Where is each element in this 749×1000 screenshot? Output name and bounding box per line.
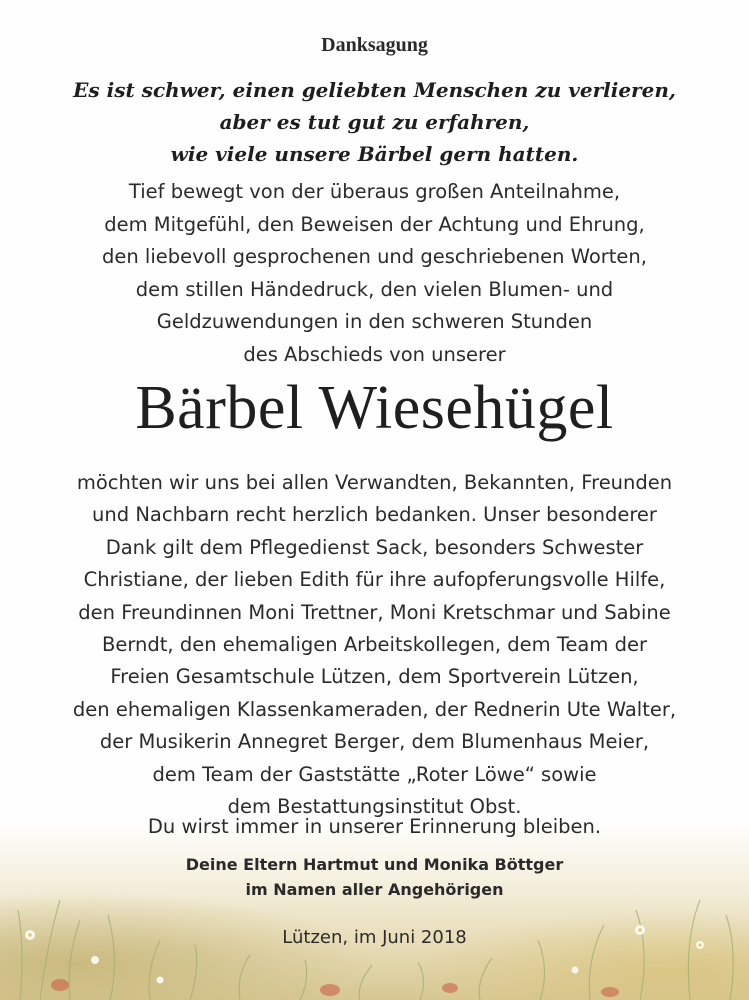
motto-quote	[0, 74, 749, 170]
motto-line: aber es tut gut zu erfahren,	[219, 110, 530, 134]
intro-line: dem stillen Händedruck, den vielen Blumen- und	[135, 277, 614, 301]
signature-line: Deine Eltern Hartmut und Monika Böttger	[185, 855, 564, 874]
thanks-line: und Nachbarn recht herzlich bedanken. Unser besonderer	[92, 503, 657, 527]
thanks-line: Freien Gesamtschule Lützen, dem Sportverein Lützen,	[110, 665, 639, 689]
intro-line: dem Mitgefühl, den Beweisen der Achtung und Ehrung,	[104, 212, 645, 236]
closing-line: Du wirst immer in unserer Erinnerung bleiben.	[147, 815, 602, 838]
thanks-line: den Freundinnen Moni Trettner, Moni Kretschmar und Sabine	[78, 600, 671, 624]
motto-line: Es ist schwer, einen geliebten Menschen zu verlieren,	[73, 78, 676, 102]
intro-line: des Abschieds von unserer	[243, 342, 506, 366]
thanks-line: möchten wir uns bei allen Verwandten, Bekannten, Freunden	[76, 471, 673, 494]
intro-line: den liebevoll gesprochenen und geschriebenen Worten,	[102, 245, 647, 268]
thanks-line: Berndt, den ehemaligen Arbeitskollegen, dem Team der	[102, 633, 647, 657]
intro-line: Geldzuwendungen in den schweren Stunden	[156, 310, 593, 333]
signature	[0, 852, 749, 902]
intro-paragraph	[0, 176, 749, 371]
thanks-line: der Musikerin Annegret Berger, dem Blumenhaus Meier,	[99, 730, 650, 754]
thanks-line: den ehemaligen Klassenkameraden, der Rednerin Ute Walter,	[72, 697, 677, 721]
thanks-line: Christiane, der lieben Edith für ihre aufopferungsvolle Hilfe,	[83, 568, 666, 592]
place-date: Lützen, im Juni 2018	[282, 927, 467, 948]
thanks-paragraph	[0, 467, 749, 823]
meadow-background-image	[0, 820, 749, 1000]
deceased-name: Bärbel Wiesehügel	[135, 374, 614, 442]
thanks-line: Dank gilt dem Pflegedienst Sack, besonders Schwester	[105, 535, 644, 559]
thanks-line: dem Team der Gaststätte „Roter Löwe“ sowie	[152, 762, 597, 786]
thanks-line: dem Bestattungsinstitut Obst.	[227, 795, 522, 819]
signature-line: im Namen aller Angehörigen	[245, 880, 504, 899]
motto-line: wie viele unsere Bärbel gern hatten.	[170, 142, 579, 166]
intro-line: Tief bewegt von der überaus großen Anteilnahme,	[128, 180, 621, 203]
notice-title: Danksagung	[321, 34, 428, 56]
